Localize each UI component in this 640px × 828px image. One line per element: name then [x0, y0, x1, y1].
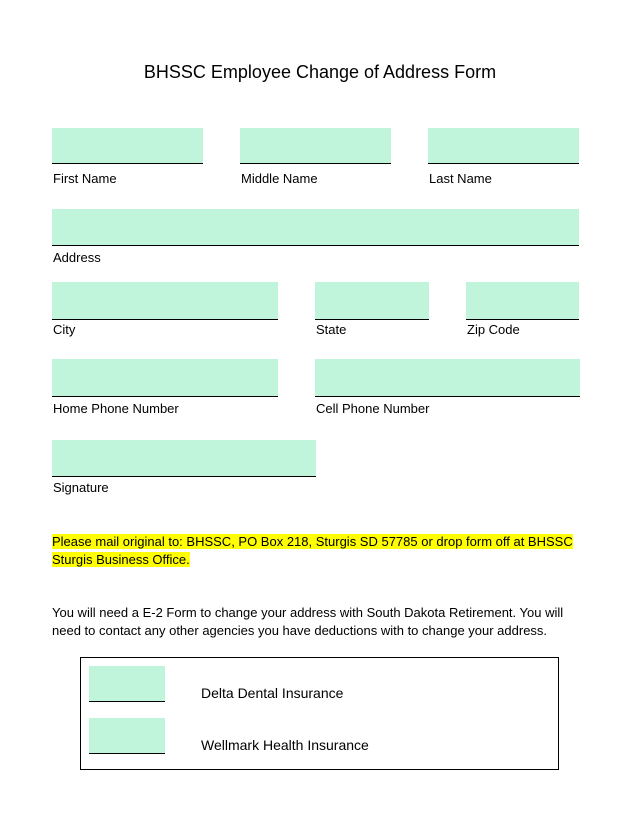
signature-label: Signature	[53, 480, 109, 495]
home-phone-label: Home Phone Number	[53, 401, 179, 416]
last-name-label: Last Name	[429, 171, 492, 186]
wellmark-input[interactable]	[89, 718, 165, 754]
first-name-input[interactable]	[52, 128, 203, 164]
zip-code-input[interactable]	[466, 282, 579, 320]
page-title: BHSSC Employee Change of Address Form	[143, 62, 497, 82]
address-label: Address	[53, 250, 101, 265]
cell-phone-label: Cell Phone Number	[316, 401, 430, 416]
cell-phone-input[interactable]	[315, 359, 580, 397]
insurance-box	[80, 657, 559, 770]
wellmark-label: Wellmark Health Insurance	[201, 737, 369, 753]
home-phone-input[interactable]	[52, 359, 278, 397]
middle-name-label: Middle Name	[241, 171, 318, 186]
mail-notice-text: Please mail original to: BHSSC, PO Box 218, Sturgis SD 57785 or drop form off at BHSSC Sturgis Business Office.	[52, 534, 573, 567]
state-input[interactable]	[315, 282, 429, 320]
delta-dental-input[interactable]	[89, 666, 165, 702]
zip-code-label: Zip Code	[467, 322, 520, 337]
state-label: State	[316, 322, 347, 337]
first-name-label: First Name	[53, 171, 117, 186]
address-input[interactable]	[52, 209, 579, 246]
delta-dental-label: Delta Dental Insurance	[201, 685, 344, 701]
city-input[interactable]	[52, 282, 278, 320]
city-label: City	[53, 322, 76, 337]
retirement-info: You will need a E-2 Form to change your address with South Dakota Retirement. You will need to contact any other agencies you have deductions with to change your address.	[52, 605, 564, 638]
signature-input[interactable]	[52, 440, 316, 477]
last-name-input[interactable]	[428, 128, 579, 164]
middle-name-input[interactable]	[240, 128, 391, 164]
mail-notice	[52, 533, 588, 569]
